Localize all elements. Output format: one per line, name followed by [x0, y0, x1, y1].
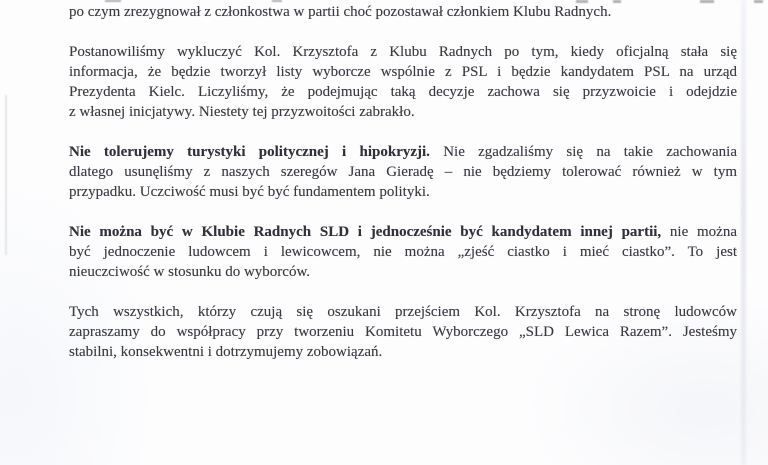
text-segment: zapraszamy do współpracy przy tworzeniu Komitetu Wyborczego „SLD Lewica Razem”. Jesteśmy	[69, 324, 737, 340]
text-segment: z własnej inicjatywy. Niestety tej przyzwoitości zabrakło.	[69, 104, 415, 120]
text-segment: po czym zrezygnował z członkostwa w partii choć pozostawał członkiem Klubu Radnych.	[69, 4, 612, 20]
document-text-block	[69, 2, 737, 382]
text-segment: Nie zgadzaliśmy się na takie zachowania	[429, 144, 737, 160]
text-segment: informacja, że będzie tworzył listy wyborcze wspólnie z PSL i będzie kandydatem PSL na urząd	[69, 64, 737, 80]
text-line	[69, 162, 737, 182]
scan-shadow-right	[741, 0, 746, 465]
paragraph	[69, 42, 737, 122]
text-line	[69, 182, 737, 202]
text-line	[69, 42, 737, 62]
text-segment: nie można	[661, 224, 737, 240]
text-segment: przypadku. Uczciwość musi być być fundamentem polityki.	[69, 184, 430, 200]
paragraph	[69, 142, 737, 202]
text-line	[69, 2, 737, 22]
text-segment: być jednoczenie ludowcem i lewicowcem, nie można „zjeść ciastko i mieć ciastko”. To jest	[69, 244, 737, 260]
text-line	[69, 342, 737, 362]
paragraph	[69, 302, 737, 362]
text-segment: Tych wszystkich, którzy czują się oszukani przejściem Kol. Krzysztofa na stronę ludowców	[69, 304, 737, 320]
text-line	[69, 302, 737, 322]
text-segment: Postanowiliśmy wykluczyć Kol. Krzysztofa z Klubu Radnych po tym, kiedy oficjalną stała się	[69, 44, 737, 60]
text-line	[69, 262, 737, 282]
text-line	[69, 102, 737, 122]
text-line	[69, 142, 737, 162]
text-segment: nieuczciwość w stosunku do wyborców.	[69, 264, 311, 280]
bold-text-segment: Nie można być w Klubie Radnych SLD i jednocześnie być kandydatem innej partii,	[69, 224, 662, 240]
text-segment: stabilni, konsekwentni i dotrzymujemy zobowiązań.	[69, 344, 383, 360]
text-line	[69, 222, 737, 242]
paragraph	[69, 222, 737, 282]
text-segment: Prezydenta Kielc. Liczyliśmy, że podejmując taką decyzje zachowa się przyzwoicie i odejdzie	[69, 84, 737, 100]
text-line	[69, 62, 737, 82]
paragraph	[69, 2, 737, 22]
text-line	[69, 82, 737, 102]
scan-artifact-line-left	[5, 95, 7, 255]
text-line	[69, 322, 737, 342]
text-line	[69, 242, 737, 262]
text-segment: dlatego usunęliśmy z naszych szeregów Jana Gieradę – nie będziemy tolerować również w tym	[69, 164, 737, 180]
bold-text-segment: Nie tolerujemy turystyki politycznej i hipokryzji.	[69, 144, 430, 160]
